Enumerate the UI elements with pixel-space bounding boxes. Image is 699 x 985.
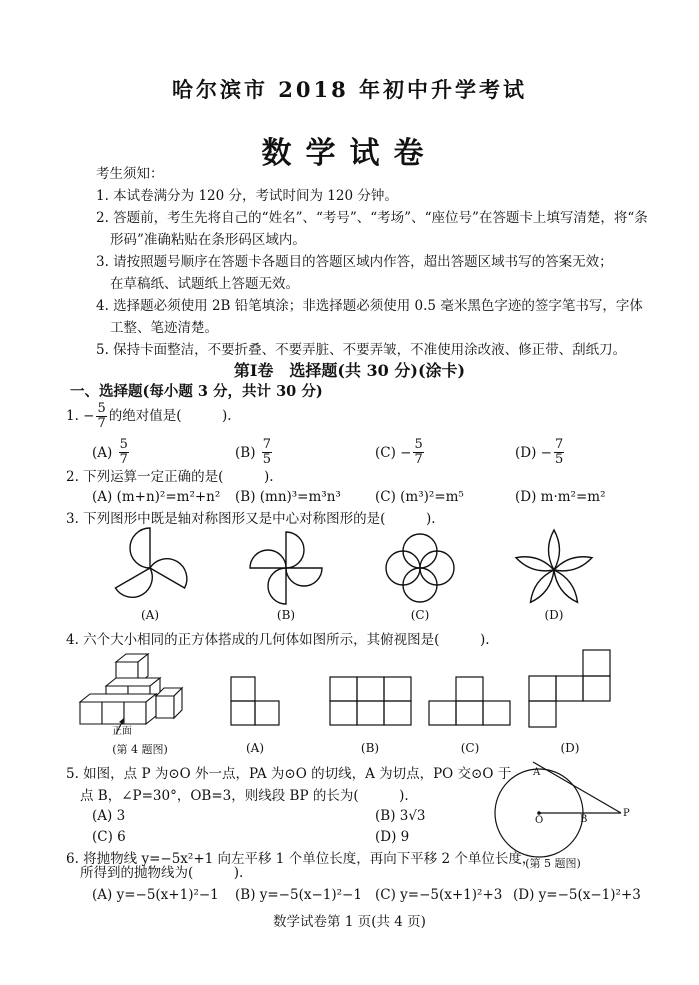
notice-item: 5. 保持卡面整洁，不要折叠、不要弄脏、不要弄皱，不准使用涂改液、修正带、刮纸刀。 xyxy=(96,342,627,358)
question-4: 4. 六个大小相同的正方体搭成的几何体如图所示，其俯视图是( ). xyxy=(66,632,490,648)
q2-option-c[interactable]: (C) (m³)²=m⁵ xyxy=(375,489,464,505)
question-6-line-2: 所得到的抛物线为( ). xyxy=(80,865,244,881)
q5-point-p: P xyxy=(623,808,630,819)
q2-option-b[interactable]: (B) (mn)³=m³n³ xyxy=(235,489,341,505)
option-label: (D) xyxy=(515,444,537,461)
question-6-line-1: 6. 将抛物线 y=−5x²+1 向左平移 1 个单位长度，再向下平移 2 个单位长度， xyxy=(66,851,536,867)
q6-option-b[interactable]: (B) y=−5(x−1)²−1 xyxy=(235,887,362,903)
option-fraction xyxy=(262,438,272,467)
question-2: 2. 下列运算一定正确的是( ). xyxy=(66,469,274,485)
q5-circle-tangent-figure xyxy=(480,760,630,860)
subject-title: 数学试卷 xyxy=(261,136,438,171)
q1-den: 7 xyxy=(97,416,106,431)
q4-figure-caption: (第 4 题图) xyxy=(112,743,168,756)
q2-option-d[interactable]: (D) m·m²=m² xyxy=(515,489,606,505)
q5-option-d[interactable]: (D) 9 xyxy=(375,829,410,845)
num: 7 xyxy=(554,437,564,452)
q3-figure-c-four-circles[interactable] xyxy=(380,528,460,608)
q4-label-a: (A) xyxy=(245,741,265,755)
q6-option-a[interactable]: (A) y=−5(x+1)²−1 xyxy=(92,887,219,903)
notice-item: 工整、笔迹清楚。 xyxy=(110,320,218,336)
num: 5 xyxy=(119,437,128,452)
q4-option-b-grid[interactable] xyxy=(329,676,413,728)
q5-point-b: B xyxy=(580,814,588,825)
q6-option-c[interactable]: (C) y=−5(x+1)²+3 xyxy=(375,887,503,903)
q5-option-a[interactable]: (A) 3 xyxy=(92,808,126,824)
q3-label-c: (C) xyxy=(410,608,430,622)
q5-figure-caption: (第 5 题图) xyxy=(525,857,581,870)
q3-figure-d-five-petal-flower[interactable] xyxy=(512,526,596,610)
q5-point-o: O xyxy=(535,815,544,826)
q1-option-b[interactable] xyxy=(235,438,274,467)
option-fraction xyxy=(119,438,129,467)
den: 7 xyxy=(119,452,128,467)
option-fraction xyxy=(554,438,564,467)
option-sign: − xyxy=(400,444,412,461)
option-label: (B) xyxy=(235,444,256,461)
question-5-line-1: 5. 如图，点 P 为⊙O 外一点，PA 为⊙O 的切线，A 为切点，PO 交⊙O 于 xyxy=(66,766,512,782)
notice-item: 1. 本试卷满分为 120 分，考试时间为 120 分钟。 xyxy=(96,188,398,204)
q4-front-label: 正面 xyxy=(112,726,132,737)
q5-option-c[interactable]: (C) 6 xyxy=(92,829,126,845)
option-fraction xyxy=(413,438,423,467)
q1-option-c[interactable] xyxy=(375,438,426,467)
q3-figure-b-pinwheel[interactable] xyxy=(246,528,326,608)
question-3: 3. 下列图形中既是轴对称图形又是中心对称图形的是( ). xyxy=(66,511,436,527)
q2-option-a[interactable]: (A) (m+n)²=m²+n² xyxy=(92,489,221,505)
section-heading: 一、选择题(每小题 3 分，共计 30 分) xyxy=(70,383,323,400)
q5-point-a: A xyxy=(533,767,541,778)
q5-option-b[interactable]: (B) 3√3 xyxy=(375,808,426,824)
notice-item: 形码”准确粘贴在条形码区域内。 xyxy=(110,232,306,248)
q1-prefix: 1. − xyxy=(66,408,95,424)
q4-label-c: (C) xyxy=(460,741,480,755)
exam-title: 哈尔滨市 2018 年初中升学考试 xyxy=(171,77,528,102)
option-label: (C) xyxy=(375,444,396,461)
q1-fraction xyxy=(96,402,106,431)
option-sign: − xyxy=(540,444,552,461)
notice-item: 3. 请按照题号顺序在答题卡各题目的答题区域内作答，超出答题区域书写的答案无效； xyxy=(96,254,613,270)
question-5-line-2: 点 B，∠P=30°，OB=3，则线段 BP 的长为( ). xyxy=(80,788,409,804)
q3-label-d: (D) xyxy=(544,608,564,622)
q4-option-d-grid[interactable] xyxy=(528,649,612,729)
den: 7 xyxy=(414,452,423,467)
num: 7 xyxy=(262,437,272,452)
q1-num: 5 xyxy=(97,401,106,416)
part-heading: 第Ⅰ卷 选择题(共 30 分)(涂卡) xyxy=(233,361,466,380)
page-footer: 数学试卷第 1 页(共 4 页) xyxy=(273,914,426,930)
den: 5 xyxy=(554,452,564,467)
q3-figure-a-windmill[interactable] xyxy=(110,528,190,608)
notice-item: 在草稿纸、试题纸上答题无效。 xyxy=(110,276,299,292)
q4-cube-stack-figure xyxy=(78,652,186,732)
q4-label-d: (D) xyxy=(560,741,580,755)
q3-label-a: (A) xyxy=(140,608,160,622)
question-1 xyxy=(66,402,232,431)
q3-label-b: (B) xyxy=(276,608,296,622)
q4-option-a-grid[interactable] xyxy=(230,676,280,728)
q6-option-d[interactable]: (D) y=−5(x−1)²+3 xyxy=(513,887,641,903)
num: 5 xyxy=(414,437,423,452)
notice-item: 2. 答题前，考生先将自己的“姓名”、“考号”、“考场”、“座位号”在答题卡上填写清楚，将“条 xyxy=(96,210,648,226)
q4-label-b: (B) xyxy=(360,741,380,755)
q1-option-a[interactable] xyxy=(92,438,131,467)
notice-item: 4. 选择题必须使用 2B 铅笔填涂；非选择题必须使用 0.5 毫米黑色字迹的签字笔书写，字体 xyxy=(96,298,643,314)
q4-option-c-grid[interactable] xyxy=(428,676,512,728)
notice-heading: 考生须知： xyxy=(96,166,164,182)
q1-option-d[interactable] xyxy=(515,438,566,467)
den: 5 xyxy=(262,452,272,467)
q1-suffix: 的绝对值是( ). xyxy=(108,408,232,424)
option-label: (A) xyxy=(92,444,113,461)
